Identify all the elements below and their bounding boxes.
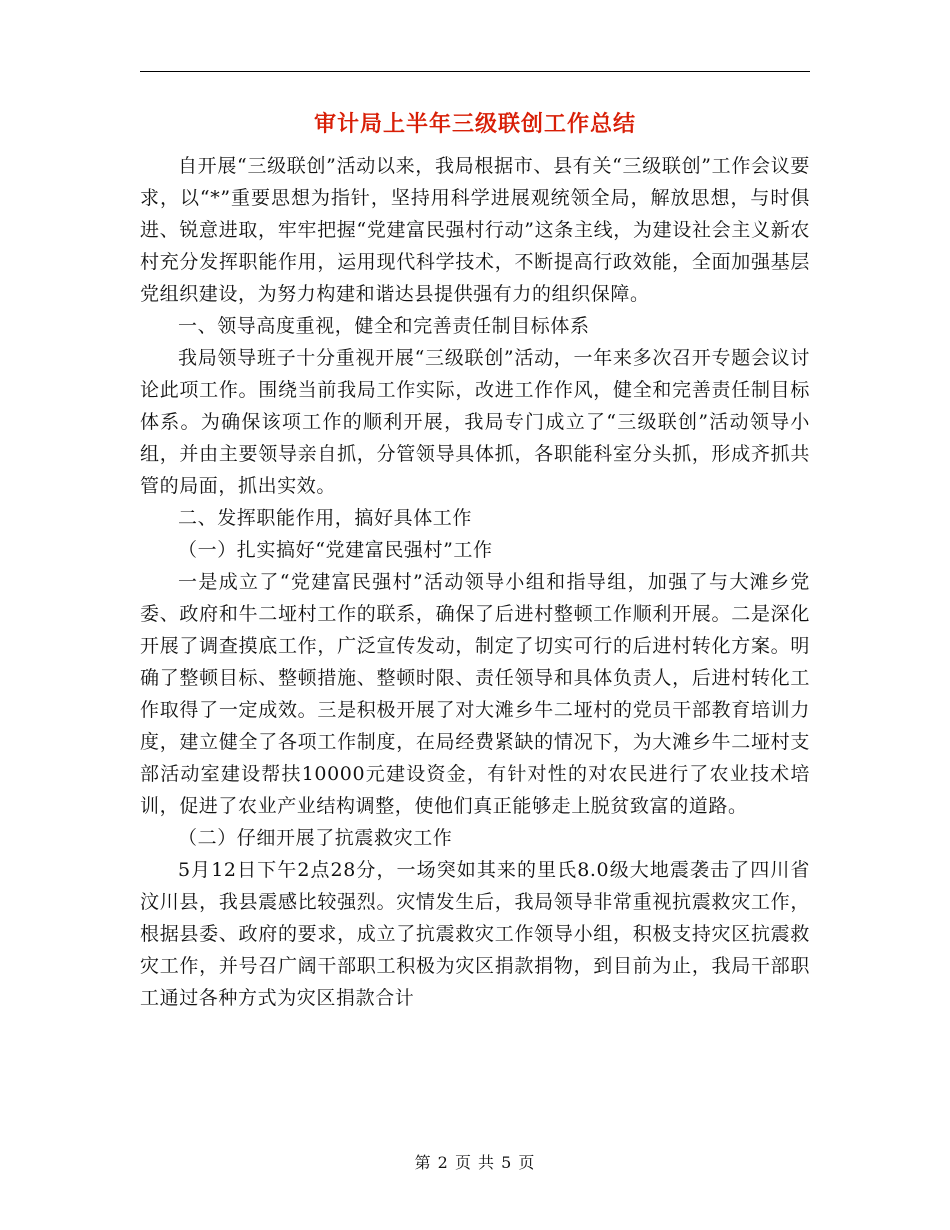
page-number-footer: 第 2 页 共 5 页 (414, 1153, 536, 1172)
paragraph-subsection-1: 一是成立了“党建富民强村”活动领导小组和指导组，加强了与大滩乡党委、政府和牛二垭村工作的联系，确保了后进村整顿工作顺利开展。二是深化开展了调查摸底工作，广泛宣传发动，制定了切实可行的后进村转化方案。明确了整顿目标、整顿措施、整顿时限、责任领导和具体负责人，后进村转化工作取得了一定成效。三是积极开展了对大滩乡牛二垭村的党员干部教育培训力度，建立健全了各项工作制度，在局经费紧缺的情况下，为大滩乡牛二垭村支部活动室建设帮扶10000元建设资金，有针对性的对农民进行了农业技术培训，促进了农业产业结构调整，使他们真正能够走上脱贫致富的道路。 (140, 571, 810, 817)
header-rule (140, 71, 810, 72)
subsection-heading-2: （二）仔细开展了抗震救灾工作 (178, 827, 453, 849)
section-heading-1: 一、领导高度重视，健全和完善责任制目标体系 (178, 315, 590, 337)
paragraph-section-1: 我局领导班子十分重视开展“三级联创”活动，一年来多次召开专题会议讨论此项工作。围绕当前我局工作实际，改进工作作风，健全和完善责任制目标体系。为确保该项工作的顺利开展，我局专门成立了“三级联创”活动领导小组，并由主要领导亲自抓，分管领导具体抓，各职能科室分头抓，形成齐抓共管的局面，抓出实效。 (140, 347, 810, 497)
subsection-heading-1: （一）扎实搞好“党建富民强村”工作 (178, 539, 493, 561)
section-heading-2: 二、发挥职能作用，搞好具体工作 (178, 507, 473, 529)
document-body (140, 150, 810, 1014)
document-title: 审计局上半年三级联创工作总结 (313, 112, 636, 137)
paragraph-subsection-2: 5月12日下午2点28分，一场突如其来的里氏8.0级大地震袭击了四川省汶川县，我县震感比较强烈。灾情发生后，我局领导非常重视抗震救灾工作，根据县委、政府的要求，成立了抗震救灾工作领导小组，积极支持灾区抗震救灾工作，并号召广阔干部职工积极为灾区捐款捐物，到目前为止，我局干部职工通过各种方式为灾区捐款合计 (140, 859, 810, 1009)
paragraph-intro: 自开展“三级联创”活动以来，我局根据市、县有关“三级联创”工作会议要求，以“*”重要思想为指针，坚持用科学进展观统领全局，解放思想，与时俱进、锐意进取，牢牢把握“党建富民强村行动”这条主线，为建设社会主义新农村充分发挥职能作用，运用现代科学技术，不断提高行政效能，全面加强基层党组织建设，为努力构建和谐达县提供强有力的组织保障。 (140, 155, 810, 305)
